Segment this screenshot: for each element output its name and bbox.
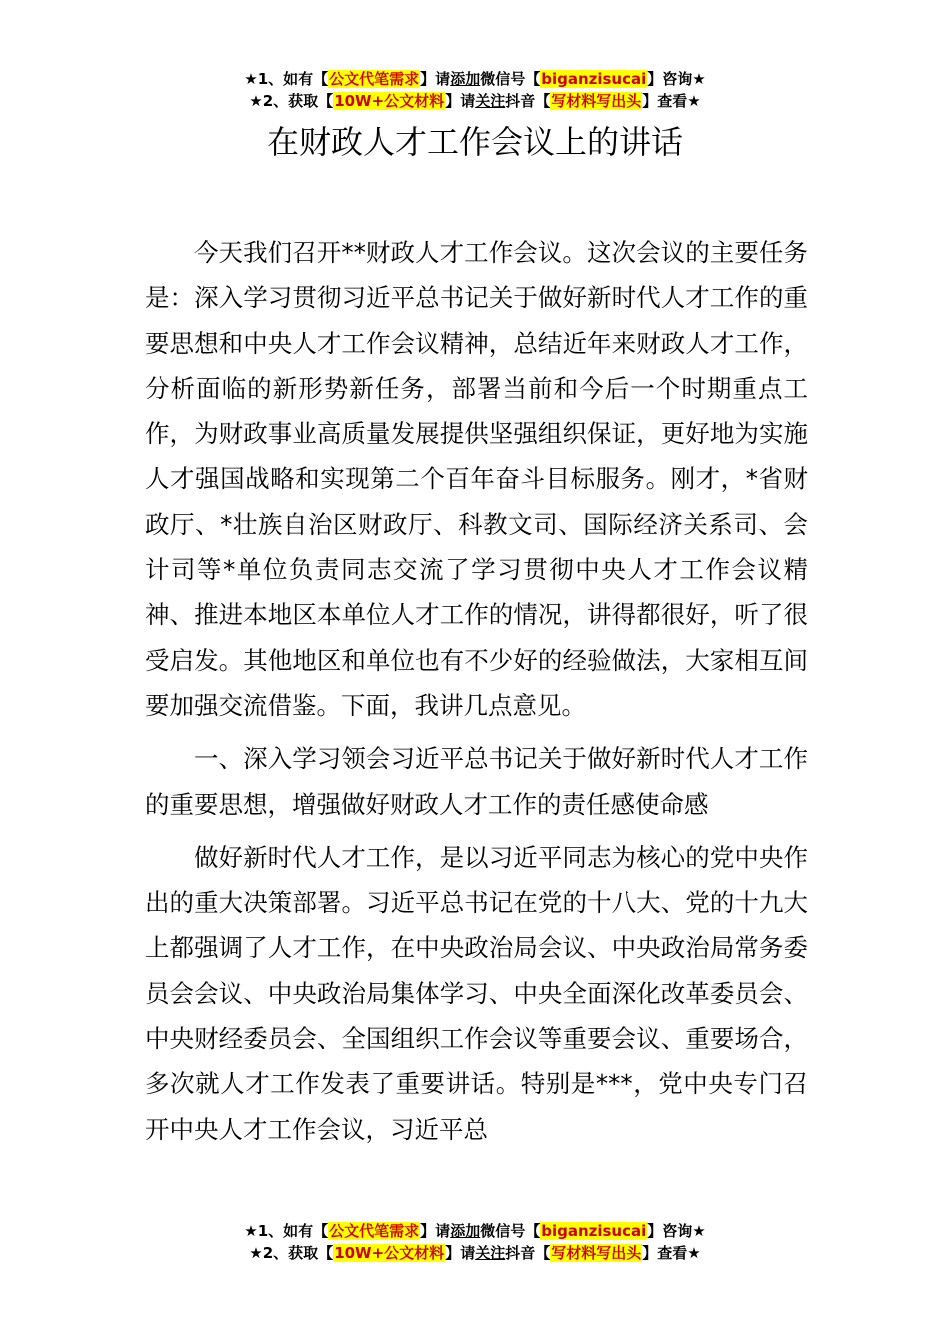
document-title: 在财政人才工作会议上的讲话 xyxy=(266,123,683,161)
banner-highlight: 10W+公文材料 xyxy=(334,92,445,110)
section-heading-1: 一、深入学习领会习近平总书记关于做好新时代人才工作的重要思想，增强做好财政人才工作的责任感使命感 xyxy=(145,744,808,819)
banner-highlight: 公文代笔需求 xyxy=(329,1222,420,1240)
banner-text: 】请 xyxy=(445,1244,476,1262)
banner-underline: 关注 xyxy=(475,92,506,110)
banner-text: 】查看★ xyxy=(642,1244,701,1262)
banner-text: 抖音【 xyxy=(505,92,551,110)
banner-text: 】请 xyxy=(420,1222,451,1240)
banner-underline: 关注 xyxy=(475,1244,506,1262)
paragraph-section-1: 做好新时代人才工作，是以习近平同志为核心的党中央作出的重大决策部署。习近平总书记在党的十八大、党的十九大上都强调了人才工作，在中央政治局会议、中央政治局常务委员会会议、中央政治局集体学习、中央全面深化改革委员会、中央财经委员会、全国组织工作会议等重要会议、重要场合，多次就人才工作发表了重要讲话。特别是***，党中央专门召开中央人才工作会议，习近平总 xyxy=(145,842,808,1144)
banner-text: 】咨询★ xyxy=(647,1222,706,1240)
footer-banner xyxy=(0,1220,950,1264)
banner-highlight: 公文代笔需求 xyxy=(329,70,420,88)
banner-underline: 添加 xyxy=(450,1222,481,1240)
banner-text: ★2、获取【 xyxy=(249,92,334,110)
header-banner xyxy=(0,68,950,112)
banner-text: 微信号【 xyxy=(480,1222,541,1240)
banner-line-1 xyxy=(0,1220,950,1242)
banner-text: 微信号【 xyxy=(480,70,541,88)
banner-highlight: 10W+公文材料 xyxy=(334,1244,445,1262)
banner-text: ★1、如有【 xyxy=(244,70,329,88)
paragraph-intro: 今天我们召开**财政人才工作会议。这次会议的主要任务是：深入学习贯彻习近平总书记关于做好新时代人才工作的重要思想和中央人才工作会议精神，总结近年来财政人才工作，分析面临的新形势新任务，部署当前和今后一个时期重点工作，为财政事业高质量发展提供坚强组织保证，更好地为实施人才强国战略和实现第二个百年奋斗目标服务。刚才，*省财政厅、*壮族自治区财政厅、科教文司、国际经济关系司、会计司等*单位负责同志交流了学习贯彻中央人才工作会议精神、推进本地区本单位人才工作的情况，讲得都很好，听了很受启发。其他地区和单位也有不少好的经验做法，大家相互间要加强交流借鉴。下面，我讲几点意见。 xyxy=(145,238,808,720)
banner-text: 】查看★ xyxy=(642,92,701,110)
banner-highlight: 写材料写出头 xyxy=(551,1244,642,1262)
banner-highlight: 写材料写出头 xyxy=(551,92,642,110)
banner-underline: 添加 xyxy=(450,70,481,88)
banner-text: ★2、获取【 xyxy=(249,1244,334,1262)
banner-line-2 xyxy=(0,90,950,112)
banner-text: 】请 xyxy=(420,70,451,88)
banner-line-1 xyxy=(0,68,950,90)
banner-line-2 xyxy=(0,1242,950,1264)
document-body xyxy=(145,230,808,1152)
banner-text: 抖音【 xyxy=(505,1244,551,1262)
banner-highlight: biganzisucai xyxy=(541,1222,647,1240)
banner-text: 】咨询★ xyxy=(647,70,706,88)
banner-text: 】请 xyxy=(445,92,476,110)
banner-text: ★1、如有【 xyxy=(244,1222,329,1240)
banner-highlight: biganzisucai xyxy=(541,70,647,88)
